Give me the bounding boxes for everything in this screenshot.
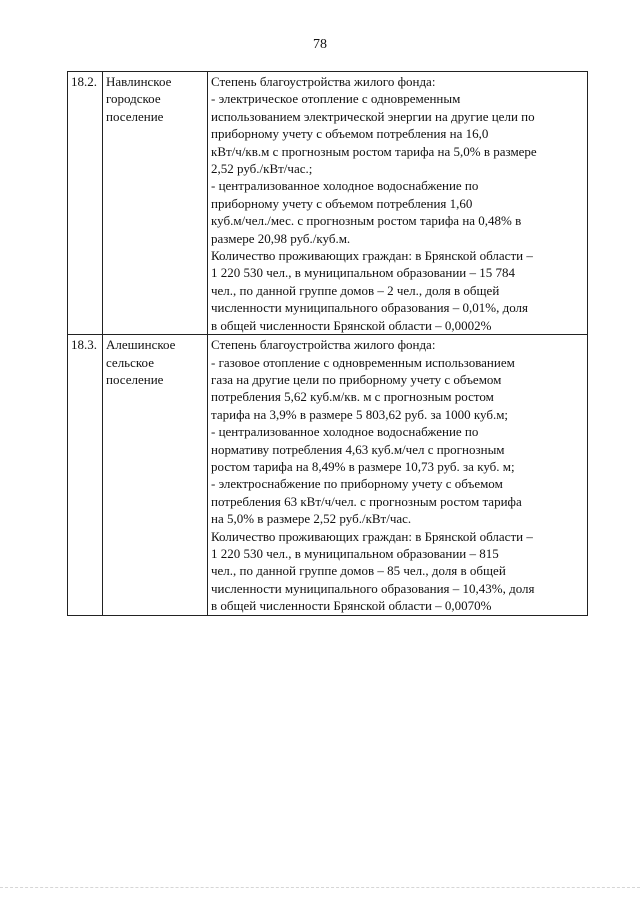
description-cell bbox=[208, 72, 588, 335]
description-line: 1 220 530 чел., в муниципальном образовании – 815 bbox=[211, 545, 499, 561]
description-line: в общей численности Брянской области – 0,0002% bbox=[211, 317, 492, 333]
settlement-name-line: городское bbox=[106, 91, 161, 107]
description-line: 1 220 530 чел., в муниципальном образовании – 15 784 bbox=[211, 265, 515, 281]
description-line: численности муниципального образования – 0,01%, доля bbox=[211, 300, 529, 316]
description-line: чел., по данной группе домов – 2 чел., доля в общей bbox=[211, 282, 500, 298]
footer-rule bbox=[0, 887, 640, 888]
page-number: 78 bbox=[313, 37, 327, 52]
description-line: использованием электрической энергии на другие цели по bbox=[211, 108, 535, 124]
table-row bbox=[68, 72, 588, 335]
description-line: тарифа на 3,9% в размере 5 803,62 руб. за 1000 куб.м; bbox=[211, 406, 509, 422]
row-number: 18.2. bbox=[68, 72, 103, 335]
table-row bbox=[68, 335, 588, 616]
description-line: приборному учету с объемом потребления на 16,0 bbox=[211, 126, 489, 142]
description-line: куб.м/чел./мес. с прогнозным ростом тарифа на 0,48% в bbox=[211, 213, 522, 229]
description-line: ростом тарифа на 8,49% в размере 10,73 руб. за куб. м; bbox=[211, 458, 515, 474]
description-line: численности муниципального образования – 10,43%, доля bbox=[211, 580, 535, 596]
description-cell bbox=[208, 335, 588, 616]
settlement-name-line: Алешинское bbox=[106, 337, 176, 353]
description-line: - централизованное холодное водоснабжение по bbox=[211, 424, 479, 440]
description-line: - газовое отопление с одновременным использованием bbox=[211, 354, 515, 370]
description-line: приборному учету с объемом потребления 1,60 bbox=[211, 195, 473, 211]
description-line: нормативу потребления 4,63 куб.м/чел с прогнозным bbox=[211, 441, 505, 457]
table-body bbox=[68, 72, 588, 616]
settlement-name-line: Навлинское bbox=[106, 74, 172, 89]
description-line: кВт/ч/кв.м с прогнозным ростом тарифа на 5,0% в размере bbox=[211, 143, 537, 159]
description-line: - электрическое отопление с одновременным bbox=[211, 91, 461, 107]
description-line: Количество проживающих граждан: в Брянской области – bbox=[211, 528, 533, 544]
settlement-name-line: поселение bbox=[106, 108, 164, 124]
description-line: потребления 63 кВт/ч/чел. с прогнозным ростом тарифа bbox=[211, 493, 522, 509]
description-line: газа на другие цели по приборному учету с объемом bbox=[211, 371, 502, 387]
description-line: Степень благоустройства жилого фонда: bbox=[211, 74, 436, 89]
settlement-name-line: сельское bbox=[106, 354, 154, 370]
data-table bbox=[67, 71, 588, 616]
description-line: чел., по данной группе домов – 85 чел., доля в общей bbox=[211, 563, 506, 579]
row-number: 18.3. bbox=[68, 335, 103, 616]
settlement-name bbox=[103, 72, 208, 335]
description-line: в общей численности Брянской области – 0,0070% bbox=[211, 598, 492, 614]
description-line: потребления 5,62 куб.м/кв. м с прогнозным ростом bbox=[211, 389, 494, 405]
description-line: размере 20,98 руб./куб.м. bbox=[211, 230, 351, 246]
description-line: - электроснабжение по приборному учету с объемом bbox=[211, 476, 503, 492]
description-line: - централизованное холодное водоснабжение по bbox=[211, 178, 479, 194]
description-line: 2,52 руб./кВт/час.; bbox=[211, 161, 313, 177]
description-line: на 5,0% в размере 2,52 руб./кВт/час. bbox=[211, 511, 412, 527]
settlement-name bbox=[103, 335, 208, 616]
description-line: Количество проживающих граждан: в Брянской области – bbox=[211, 248, 533, 264]
settlement-name-line: поселение bbox=[106, 371, 164, 387]
description-line: Степень благоустройства жилого фонда: bbox=[211, 337, 436, 353]
